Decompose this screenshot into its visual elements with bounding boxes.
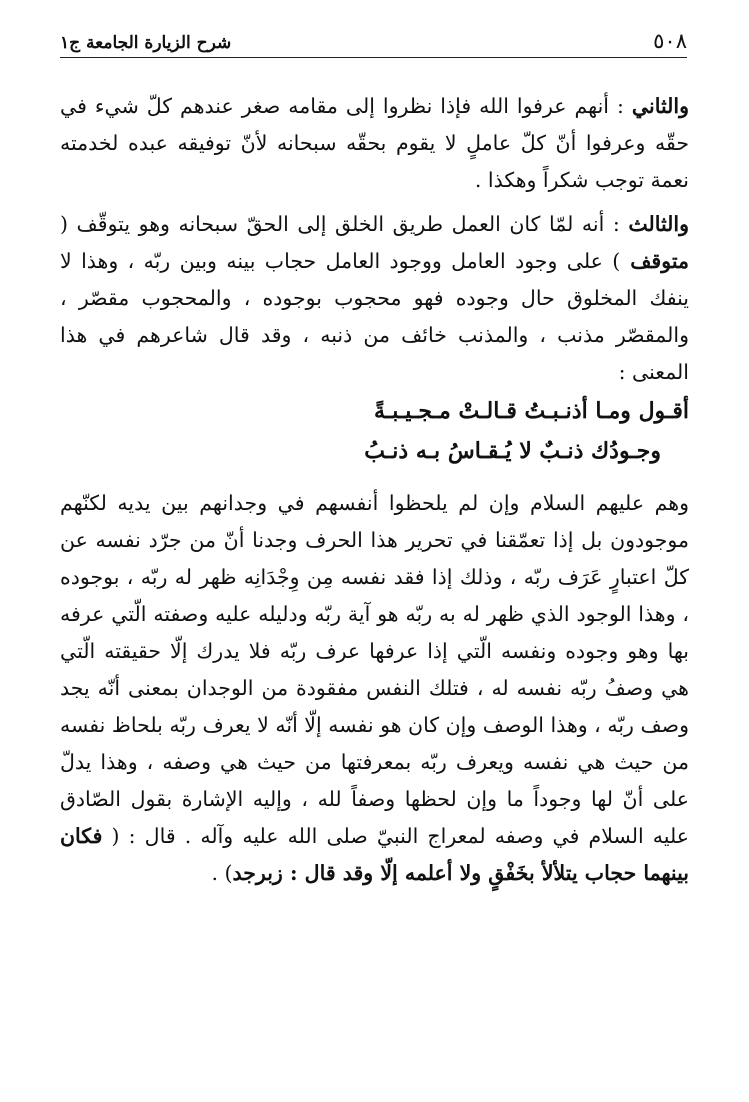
paragraph-end-fourth: ) . [211,861,233,885]
paragraph-third [60,206,689,391]
paragraph-text-third-a: : أنه لمّا كان العمل طريق الخلق إلى الحقّ سبحانه وهو يتوقّف ( [60,212,620,236]
running-title: شرح الزيارة الجامعة ج١ [60,33,232,53]
paragraph-fourth [60,485,689,892]
poem-verse-first: أقـول ومـا أذنـبـتُ قـالـتْ مـجـيـبـةً [373,398,689,424]
paragraph-text-fourth: وهم عليهم السلام وإن لم يلحظوا أنفسهم في وجدانهم بين يديه لكنّهم موجودون بل إذا تعمّقنا في تحرير هذا الحرف وجدنا أنّ من جرّد نفسه عن كلّ اعتبارٍ عَرَف ربّه ، وذلك إذا فقد نفسه مِن وِجْدَانِه ظهر له ربّه ، بوجوده ، وهذا الوجود الذي ظهر له به ربّه هو آية ربّه ودليله عليه وصفته الّتي عرفه بها وهو وجوده ونفسه الّتي إذا عرفها عرف ربّه فلا يدرك إلّا حقيقته الّتي هي وصفُ ربّه نفسه له ، فتلك النفس مفقودة من الوجدان بمعنى أنّه يجد وصف ربّه ، وهذا الوصف وإن كان هو نفسه إلّا أنّه لا يعرف ربّه بلحاظ نفسه من حيث هي نفسه ويعرف ربّه بمعرفتها من حيث هي وصفه ، وهذا يدلّ على أنّ لها وجوداً ما وإن لحظها وصفاً لله ، وإليه الإشارة بقول الصّادق عليه السلام في وصفه لمعراج النبيّ صلى الله عليه وآله . قال : ( [60,491,689,848]
paragraph-text-third-b: ) على وجود العامل ووجود العامل حجاب بينه وبين ربّه ، وهذا لا ينفك المخلوق حال وجوده فهو محجوب بوجوده ، والمحجوب مقصّر ، والمقصّر مذنب ، والمذنب خائف من ذنبه ، وقد قال شاعرهم في هذا المعنى : [60,249,689,384]
paragraph-lead-second: والثاني [631,94,689,118]
paragraph-lead-third: والثالث [628,212,689,236]
page-number: ٥٠٨ [653,29,687,53]
poem-verse-second: وجـودُك ذنـبٌ لا يُـقـاسُ بـه ذنـبُ [364,438,661,464]
page-header [60,22,687,58]
bold-term: متوقف [620,249,689,273]
page-body [60,88,689,892]
paragraph-text-second: : أنهم عرفوا الله فإذا نظروا إلى مقامه صغر عندهم كلّ شيء في حقّه وعرفوا أنّ كلّ عاملٍ لا يقوم بحقّه سبحانه لأنّ توفيقه عبده لخدمته نعمة توجب شكراً وهكذا . [60,94,689,192]
bold-quotation: فكان بينهما حجاب يتلألأ بخَفْقٍ ولا أعلمه إلّا وقد قال : زبرجد [60,824,689,885]
paragraph-second [60,88,689,199]
